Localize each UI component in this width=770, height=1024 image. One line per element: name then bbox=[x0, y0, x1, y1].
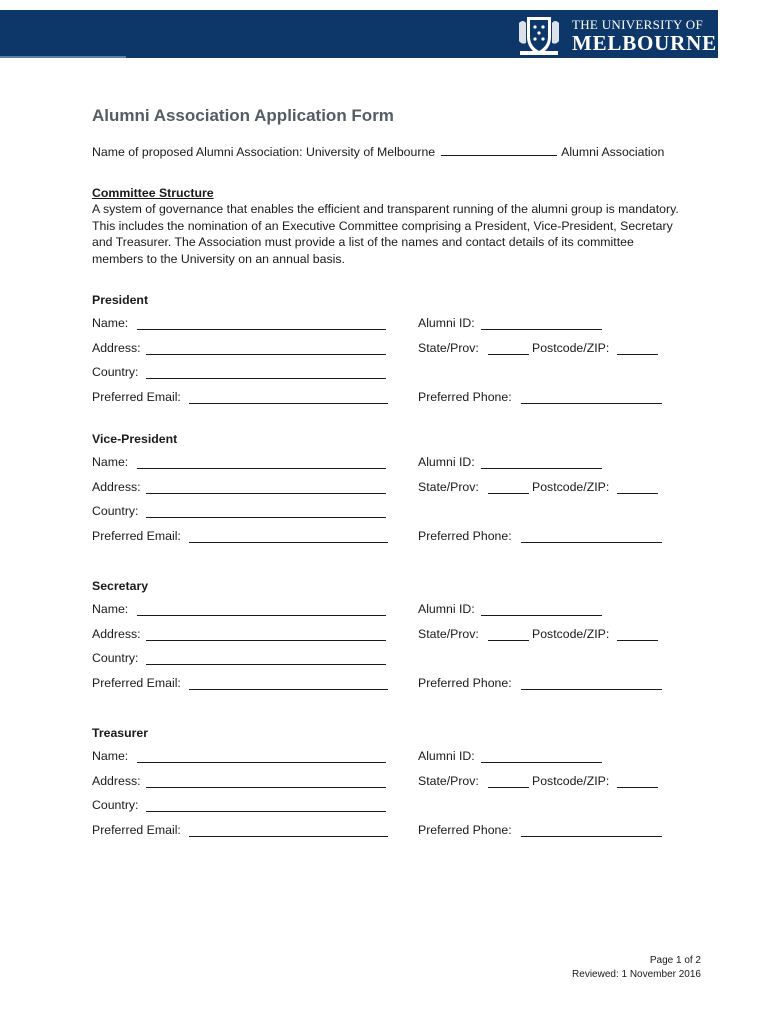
committee-text-line: and Treasurer. The Association must provide a list of the names and contact details of its committee bbox=[92, 235, 634, 249]
email-label: Preferred Email: bbox=[92, 823, 181, 837]
state-label: State/Prov: bbox=[418, 341, 479, 355]
treasurer-email-field[interactable] bbox=[189, 836, 388, 837]
country-label: Country: bbox=[92, 365, 139, 379]
alumni-id-label: Alumni ID: bbox=[418, 455, 475, 469]
form-row bbox=[0, 480, 770, 498]
treasurer-postcode-field[interactable] bbox=[617, 787, 658, 788]
alumni-id-label: Alumni ID: bbox=[418, 316, 475, 330]
form-row bbox=[0, 365, 770, 383]
vice-president-state-field[interactable] bbox=[488, 493, 529, 494]
form-row bbox=[0, 774, 770, 792]
treasurer-address-field[interactable] bbox=[146, 787, 386, 788]
university-logo bbox=[514, 13, 717, 57]
form-row bbox=[0, 316, 770, 334]
association-name-suffix: Alumni Association bbox=[561, 145, 665, 159]
secretary-address-field[interactable] bbox=[146, 640, 386, 641]
section-vice-president bbox=[0, 432, 770, 562]
form-row bbox=[0, 504, 770, 522]
form-row bbox=[0, 823, 770, 841]
president-alumni-id-field[interactable] bbox=[481, 329, 602, 330]
name-label: Name: bbox=[92, 455, 129, 469]
association-name-prefix: Name of proposed Alumni Association: University of Melbourne bbox=[92, 145, 436, 159]
section-secretary bbox=[0, 579, 770, 709]
vice-president-email-field[interactable] bbox=[189, 542, 388, 543]
vice-president-phone-field[interactable] bbox=[521, 542, 662, 543]
form-row bbox=[0, 627, 770, 645]
state-label: State/Prov: bbox=[418, 774, 479, 788]
vice-president-address-field[interactable] bbox=[146, 493, 386, 494]
address-label: Address: bbox=[92, 774, 141, 788]
postcode-label: Postcode/ZIP: bbox=[532, 480, 610, 494]
secretary-email-field[interactable] bbox=[189, 689, 388, 690]
secretary-phone-field[interactable] bbox=[521, 689, 662, 690]
state-label: State/Prov: bbox=[418, 627, 479, 641]
page-number: Page 1 of 2 bbox=[649, 955, 701, 966]
phone-label: Preferred Phone: bbox=[418, 823, 512, 837]
treasurer-phone-field[interactable] bbox=[521, 836, 662, 837]
form-row bbox=[0, 651, 770, 669]
postcode-label: Postcode/ZIP: bbox=[532, 341, 610, 355]
form-row bbox=[0, 602, 770, 620]
page-title: Alumni Association Application Form bbox=[92, 106, 394, 125]
postcode-label: Postcode/ZIP: bbox=[532, 774, 610, 788]
form-row bbox=[0, 455, 770, 473]
form-row bbox=[0, 749, 770, 767]
name-label: Name: bbox=[92, 749, 129, 763]
section-president bbox=[0, 293, 770, 423]
secretary-postcode-field[interactable] bbox=[617, 640, 658, 641]
treasurer-state-field[interactable] bbox=[488, 787, 529, 788]
section-heading: Treasurer bbox=[92, 726, 149, 740]
treasurer-name-field[interactable] bbox=[137, 762, 386, 763]
secretary-name-field[interactable] bbox=[137, 615, 386, 616]
president-state-field[interactable] bbox=[488, 354, 529, 355]
association-name-field[interactable] bbox=[441, 144, 557, 156]
section-heading: Vice-President bbox=[92, 432, 178, 446]
form-row bbox=[0, 676, 770, 694]
section-heading: President bbox=[92, 293, 149, 307]
phone-label: Preferred Phone: bbox=[418, 390, 512, 404]
email-label: Preferred Email: bbox=[92, 676, 181, 690]
state-label: State/Prov: bbox=[418, 480, 479, 494]
section-heading: Secretary bbox=[92, 579, 149, 593]
country-label: Country: bbox=[92, 651, 139, 665]
section-treasurer bbox=[0, 726, 770, 856]
form-row bbox=[0, 390, 770, 408]
president-address-field[interactable] bbox=[146, 354, 386, 355]
alumni-id-label: Alumni ID: bbox=[418, 749, 475, 763]
president-email-field[interactable] bbox=[189, 403, 388, 404]
president-phone-field[interactable] bbox=[521, 403, 662, 404]
form-row bbox=[0, 798, 770, 816]
address-label: Address: bbox=[92, 341, 141, 355]
vice-president-postcode-field[interactable] bbox=[617, 493, 658, 494]
form-row bbox=[0, 529, 770, 547]
vice-president-country-field[interactable] bbox=[146, 517, 386, 518]
president-postcode-field[interactable] bbox=[617, 354, 658, 355]
form-row bbox=[0, 341, 770, 359]
treasurer-country-field[interactable] bbox=[146, 811, 386, 812]
logo-text-line2: MELBOURNE bbox=[572, 31, 717, 55]
president-country-field[interactable] bbox=[146, 378, 386, 379]
name-label: Name: bbox=[92, 316, 129, 330]
vice-president-alumni-id-field[interactable] bbox=[481, 468, 602, 469]
committee-structure-heading: Committee Structure bbox=[92, 186, 214, 200]
banner-accent-rule bbox=[0, 56, 126, 58]
name-label: Name: bbox=[92, 602, 129, 616]
country-label: Country: bbox=[92, 798, 139, 812]
secretary-alumni-id-field[interactable] bbox=[481, 615, 602, 616]
address-label: Address: bbox=[92, 627, 141, 641]
reviewed-date: Reviewed: 1 November 2016 bbox=[572, 969, 701, 980]
committee-text-line: members to the University on an annual basis. bbox=[92, 251, 345, 266]
postcode-label: Postcode/ZIP: bbox=[532, 627, 610, 641]
country-label: Country: bbox=[92, 504, 139, 518]
address-label: Address: bbox=[92, 480, 141, 494]
email-label: Preferred Email: bbox=[92, 390, 181, 404]
secretary-state-field[interactable] bbox=[488, 640, 529, 641]
alumni-id-label: Alumni ID: bbox=[418, 602, 475, 616]
committee-text-line: This includes the nomination of an Executive Committee comprising a President, Vice-President, Secretary bbox=[92, 218, 673, 233]
logo-text-line1: THE UNIVERSITY OF bbox=[572, 17, 703, 32]
vice-president-name-field[interactable] bbox=[137, 468, 386, 469]
association-name-line bbox=[92, 144, 664, 161]
committee-structure-text bbox=[92, 201, 732, 267]
university-crest-icon bbox=[514, 13, 564, 57]
president-name-field[interactable] bbox=[137, 329, 386, 330]
header-banner bbox=[0, 10, 718, 58]
treasurer-alumni-id-field[interactable] bbox=[481, 762, 602, 763]
phone-label: Preferred Phone: bbox=[418, 529, 512, 543]
email-label: Preferred Email: bbox=[92, 529, 181, 543]
committee-text-line: A system of governance that enables the efficient and transparent running of the alumni group is mandatory. bbox=[92, 202, 679, 216]
phone-label: Preferred Phone: bbox=[418, 676, 512, 690]
secretary-country-field[interactable] bbox=[146, 664, 386, 665]
